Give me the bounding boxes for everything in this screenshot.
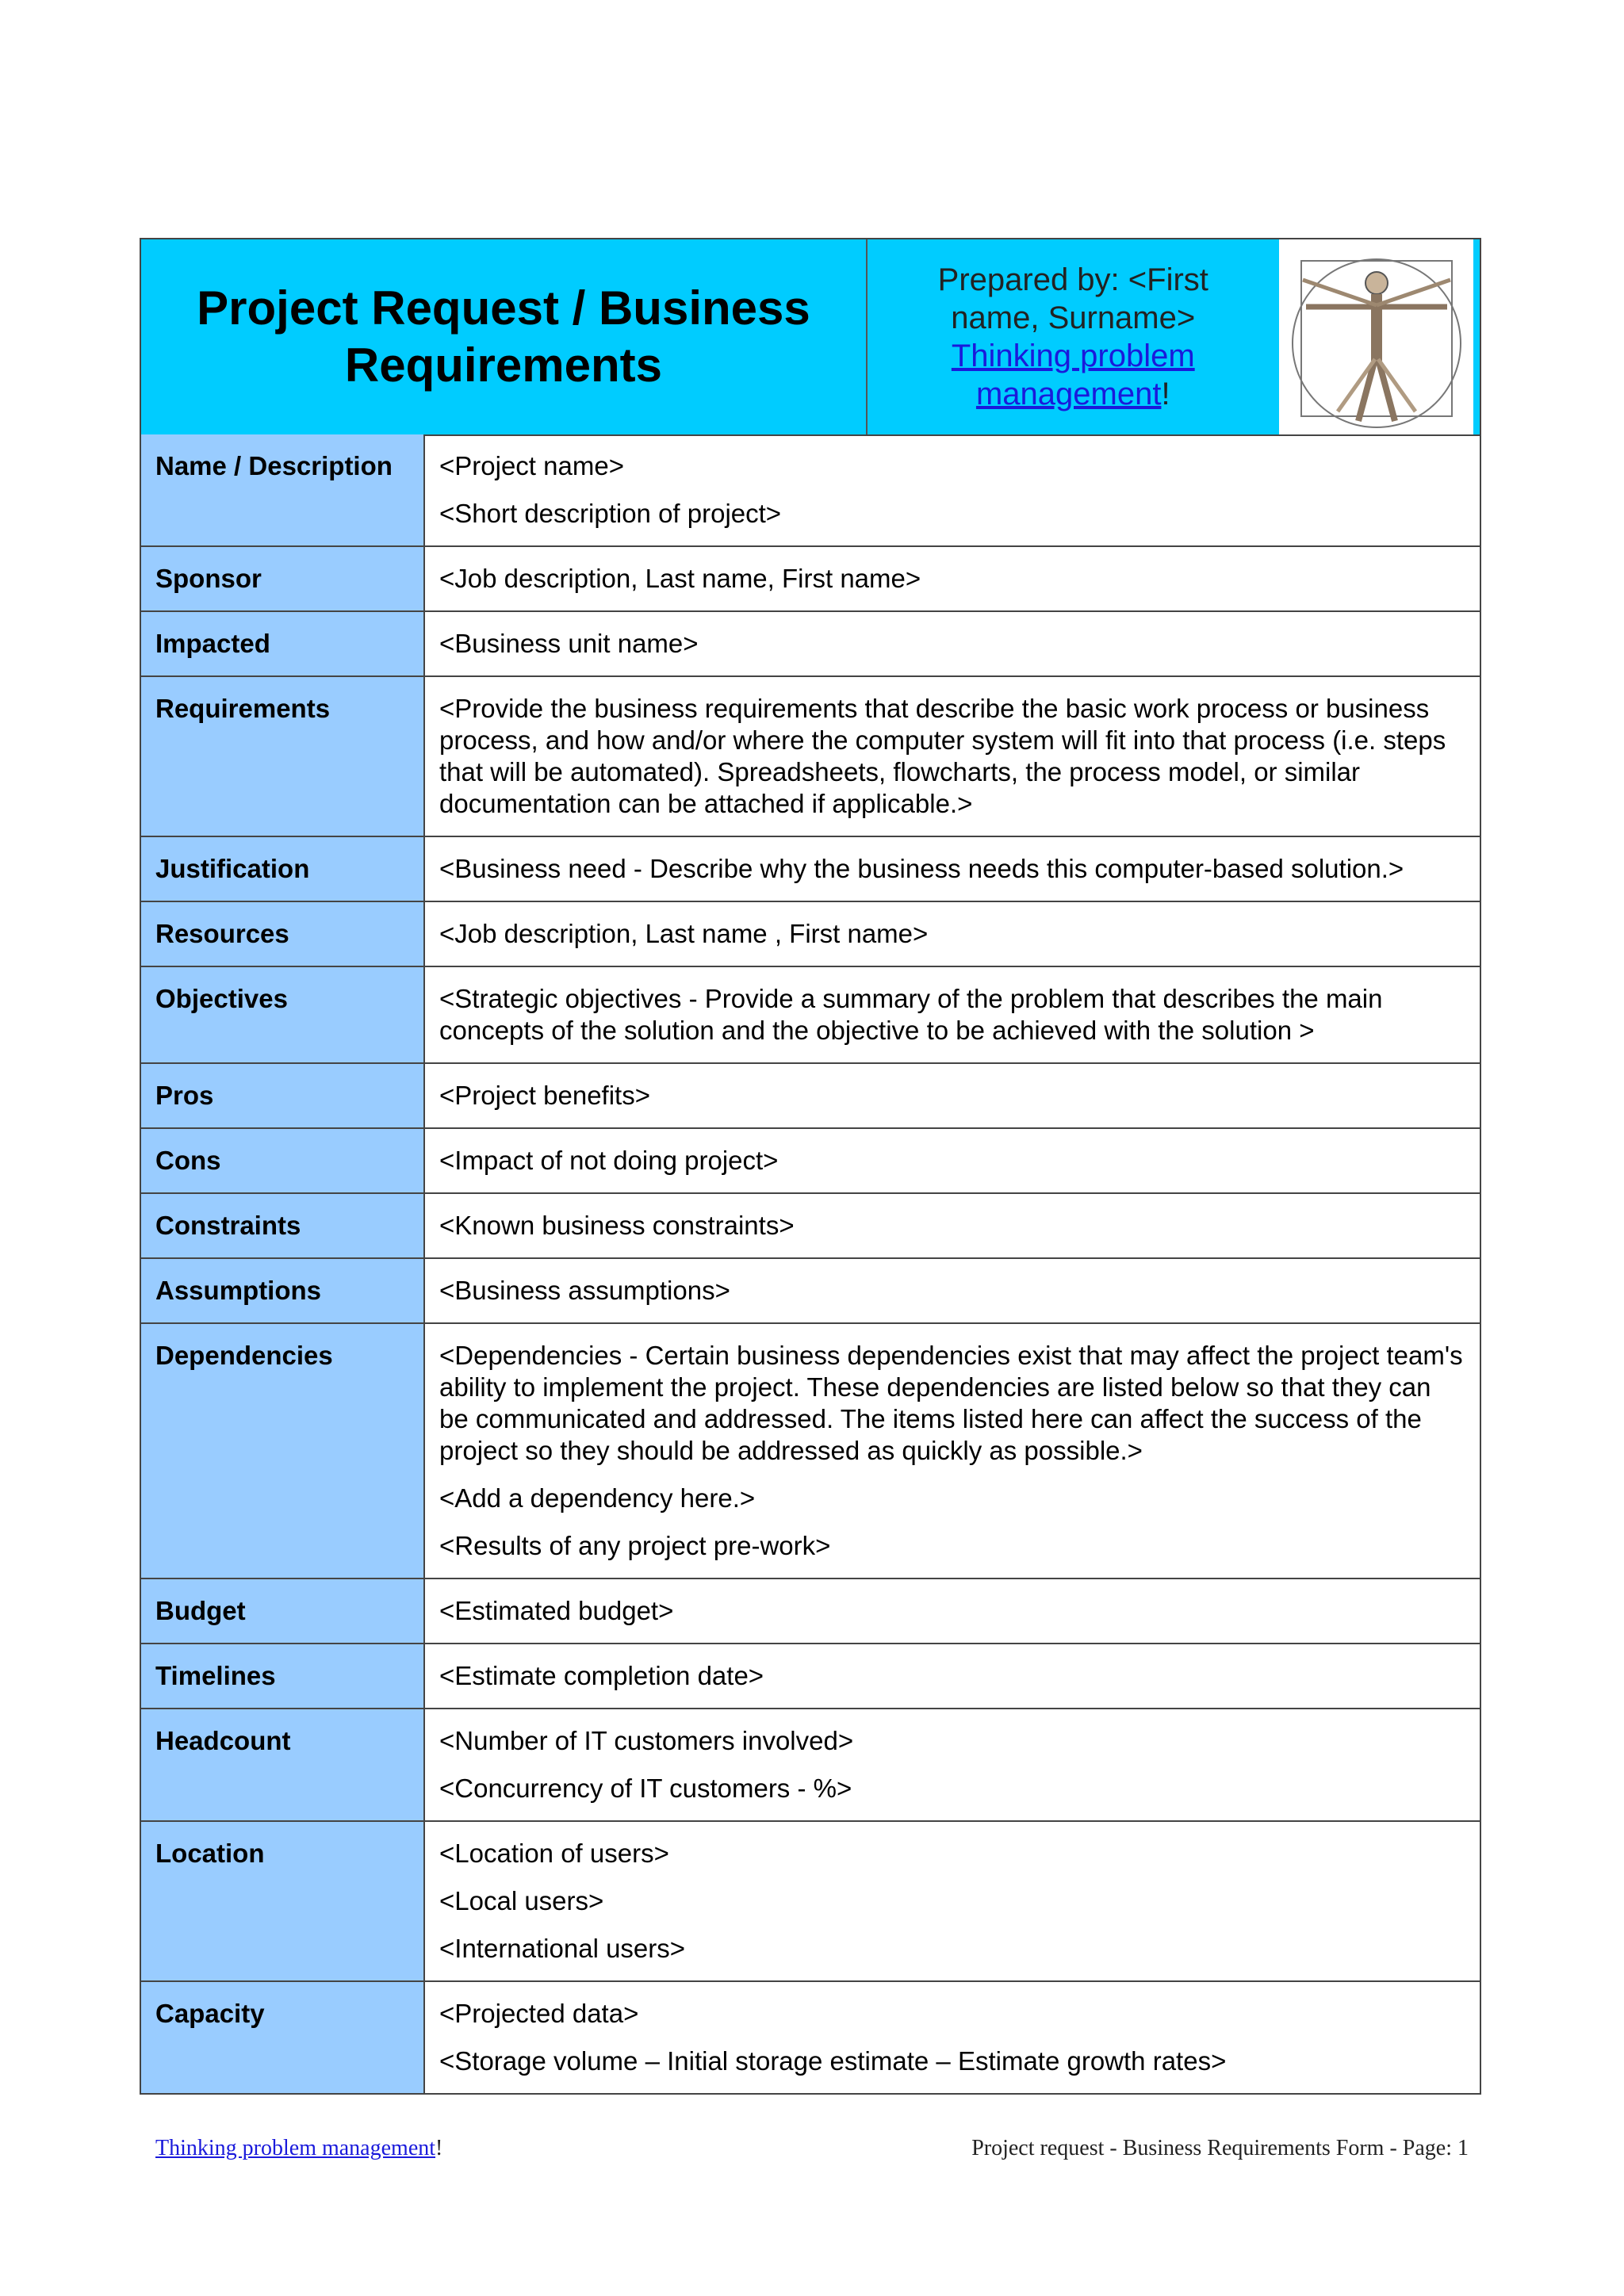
row-content (425, 677, 1480, 836)
row-text-line: <Business need - Describe why the business needs this computer-based solution.> (439, 854, 1404, 883)
row-label: Requirements (141, 677, 425, 836)
row-content (425, 1822, 1480, 1980)
row-label: Location (141, 1822, 425, 1980)
document-header (140, 238, 1481, 436)
row-content (425, 1982, 1480, 2093)
row-label: Budget (141, 1579, 425, 1643)
row-text-line: <Business unit name> (439, 629, 699, 658)
row-content (425, 967, 1480, 1062)
row-text-line: <Estimated budget> (439, 1596, 674, 1625)
row-text-line: <Projected data> (439, 1999, 639, 2028)
row-content (425, 1324, 1480, 1578)
row-label: Name / Description (141, 434, 425, 545)
table-row (141, 1820, 1480, 1980)
header-link-suffix: ! (1161, 377, 1170, 411)
row-content (425, 1259, 1480, 1322)
header-edge (1473, 239, 1480, 434)
row-label: Cons (141, 1129, 425, 1192)
table-row (141, 966, 1480, 1062)
row-text-line: <Storage volume – Initial storage estimate – Estimate growth rates> (439, 2046, 1227, 2076)
header-link-line-1[interactable]: Thinking problem (951, 339, 1195, 373)
table-row (141, 675, 1480, 836)
table-row (141, 1643, 1480, 1708)
row-content (425, 1709, 1480, 1820)
row-label: Resources (141, 902, 425, 966)
row-label: Objectives (141, 967, 425, 1062)
row-content (425, 837, 1480, 901)
row-text-line: <Dependencies - Certain business dependencies exist that may affect the project team's ability to implement the project. These dependencies are listed below so that they can be communicated and addressed. The items listed here can affect the success of the project so they should be addressed as quickly as possible.> (439, 1341, 1463, 1465)
row-content (425, 547, 1480, 610)
logo-box (1279, 239, 1473, 434)
document-title (141, 239, 868, 434)
row-text-line: <Strategic objectives - Provide a summary of the problem that describes the main concepts of the solution and the objective to be achieved with the solution > (439, 984, 1383, 1045)
table-row (141, 836, 1480, 901)
row-text-line: <Known business constraints> (439, 1211, 795, 1240)
title-line-2: Requirements (344, 339, 662, 392)
table-row (141, 1257, 1480, 1322)
row-text-line: <Project name> (439, 451, 624, 480)
footer-page-label: Project request - Business Requirements Form - Page: 1 (971, 2136, 1469, 2160)
row-text-line: <Number of IT customers involved> (439, 1726, 854, 1755)
row-label: Timelines (141, 1644, 425, 1708)
row-label: Pros (141, 1064, 425, 1127)
row-text-line: <Provide the business requirements that describe the basic work process or business process, and how and/or where the computer system will fit into that process (i.e. steps that will be automated). Spreadsheets, flowcharts, the process model, or similar documentation can be attached if applicable.> (439, 694, 1446, 818)
row-label: Impacted (141, 612, 425, 675)
row-text-line: <Results of any project pre-work> (439, 1531, 831, 1560)
prepared-by-line-2: name, Surname> (951, 300, 1196, 335)
row-text-line: <Add a dependency here.> (439, 1483, 756, 1513)
row-text-line: <Local users> (439, 1886, 604, 1915)
header-link-line-2[interactable]: management (975, 377, 1162, 411)
row-text-line: <Concurrency of IT customers - %> (439, 1774, 852, 1803)
table-row (141, 610, 1480, 675)
table-row (141, 901, 1480, 966)
row-content (425, 1194, 1480, 1257)
row-label: Capacity (141, 1982, 425, 2093)
table-row (141, 545, 1480, 610)
table-row (141, 1192, 1480, 1257)
prepared-by-line-1: Prepared by: <First (937, 262, 1208, 297)
row-text-line: <Project benefits> (439, 1081, 650, 1110)
row-text-line: <International users> (439, 1934, 686, 1963)
table-row (141, 1980, 1480, 2093)
table-row (141, 1578, 1480, 1643)
row-content (425, 1644, 1480, 1708)
row-content (425, 902, 1480, 966)
table-row (141, 434, 1480, 545)
row-label: Justification (141, 837, 425, 901)
row-text-line: <Location of users> (439, 1839, 669, 1868)
row-label: Sponsor (141, 547, 425, 610)
row-label: Assumptions (141, 1259, 425, 1322)
row-content (425, 434, 1480, 545)
row-text-line: <Estimate completion date> (439, 1661, 764, 1690)
title-line-1: Project Request / Business (197, 281, 810, 335)
footer-link-block (155, 2136, 442, 2161)
row-content (425, 612, 1480, 675)
row-content (425, 1129, 1480, 1192)
row-label: Constraints (141, 1194, 425, 1257)
row-text-line: <Job description, Last name, First name> (439, 564, 921, 593)
table-row (141, 1062, 1480, 1127)
row-text-line: <Job description, Last name , First name> (439, 919, 929, 948)
row-text-line: <Business assumptions> (439, 1276, 730, 1305)
table-row (141, 1127, 1480, 1192)
vitruvian-man-icon (1282, 242, 1469, 432)
requirements-table (140, 434, 1481, 2095)
table-row (141, 1322, 1480, 1578)
footer-link[interactable]: Thinking problem management (155, 2136, 436, 2160)
row-text-line: <Short description of project> (439, 499, 782, 528)
table-row (141, 1708, 1480, 1820)
row-content (425, 1579, 1480, 1643)
prepared-by-block (868, 239, 1279, 434)
row-label: Headcount (141, 1709, 425, 1820)
footer-link-suffix: ! (435, 2136, 443, 2160)
row-content (425, 1064, 1480, 1127)
row-label: Dependencies (141, 1324, 425, 1578)
row-text-line: <Impact of not doing project> (439, 1146, 779, 1175)
